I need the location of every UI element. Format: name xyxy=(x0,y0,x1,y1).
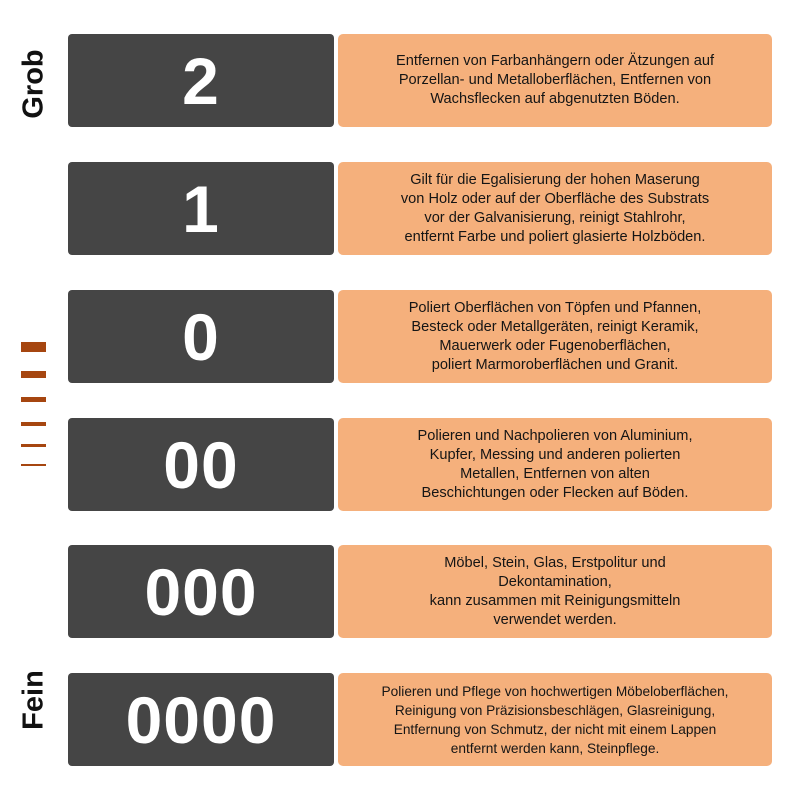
description-line: Gilt für die Egalisierung der hohen Maserung xyxy=(410,171,700,188)
grade-description xyxy=(338,418,772,511)
grade-row-000 xyxy=(68,545,772,638)
grade-number: 0000 xyxy=(68,673,334,766)
grade-row-00 xyxy=(68,418,772,511)
grade-row-0 xyxy=(68,290,772,383)
description-line: Entfernen von Farbanhängern oder Ätzungen auf xyxy=(395,53,715,69)
grade-description xyxy=(338,673,772,766)
description-line: entfernt werden kann, Steinpflege. xyxy=(450,740,660,756)
grade-number: 000 xyxy=(68,545,334,638)
grade-row-2 xyxy=(68,34,772,127)
description-line: entfernt Farbe und poliert glasierte Holzböden. xyxy=(404,228,706,245)
coarse-label: Grob xyxy=(17,49,50,119)
scale-bar xyxy=(21,397,46,402)
scale-bar xyxy=(21,371,46,378)
description-line: Kupfer, Messing und anderen polierten xyxy=(429,446,681,463)
description-line: poliert Marmoroberflächen und Granit. xyxy=(431,356,679,373)
scale-bar xyxy=(21,422,46,426)
description-line: Möbel, Stein, Glas, Erstpolitur und xyxy=(444,554,666,571)
description-line: vor der Galvanisierung, reinigt Stahlrohr, xyxy=(424,209,686,226)
grade-number: 0 xyxy=(68,290,334,383)
description-line: verwendet werden. xyxy=(493,611,617,628)
description-line: kann zusammen mit Reinigungsmitteln xyxy=(429,592,681,609)
scale-bar xyxy=(21,342,46,352)
description-line: Polieren und Nachpolieren von Aluminium, xyxy=(417,427,693,444)
description-line: Polieren und Pflege von hochwertigen Möbeloberflächen, xyxy=(381,683,729,699)
description-line: Wachsflecken auf abgenutzten Böden. xyxy=(430,91,680,107)
description-line: Beschichtungen oder Flecken auf Böden. xyxy=(421,484,689,501)
grade-description xyxy=(338,34,772,127)
grade-description xyxy=(338,162,772,255)
description-line: Poliert Oberflächen von Töpfen und Pfannen, xyxy=(408,299,702,316)
grade-number: 2 xyxy=(68,34,334,127)
grade-row-1 xyxy=(68,162,772,255)
scale-bar xyxy=(21,464,46,466)
scale-bar xyxy=(21,444,46,447)
description-line: Reinigung von Präzisionsbeschlägen, Glasreinigung, xyxy=(394,702,716,718)
description-line: Besteck oder Metallgeräten, reinigt Keramik, xyxy=(411,318,699,335)
description-line: Entfernung von Schmutz, der nicht mit einem Lappen xyxy=(393,721,717,737)
grade-description xyxy=(338,290,772,383)
grade-number: 1 xyxy=(68,162,334,255)
grade-number: 00 xyxy=(68,418,334,511)
grade-row-0000 xyxy=(68,673,772,766)
description-line: Metallen, Entfernen von alten xyxy=(460,465,650,482)
grade-description xyxy=(338,545,772,638)
description-line: Porzellan- und Metalloberflächen, Entfernen von xyxy=(398,72,712,88)
description-line: von Holz oder auf der Oberfläche des Substrats xyxy=(400,190,710,207)
description-line: Dekontamination, xyxy=(498,573,612,590)
fine-label: Fein xyxy=(17,670,50,730)
description-line: Mauerwerk oder Fugenoberflächen, xyxy=(439,337,671,354)
